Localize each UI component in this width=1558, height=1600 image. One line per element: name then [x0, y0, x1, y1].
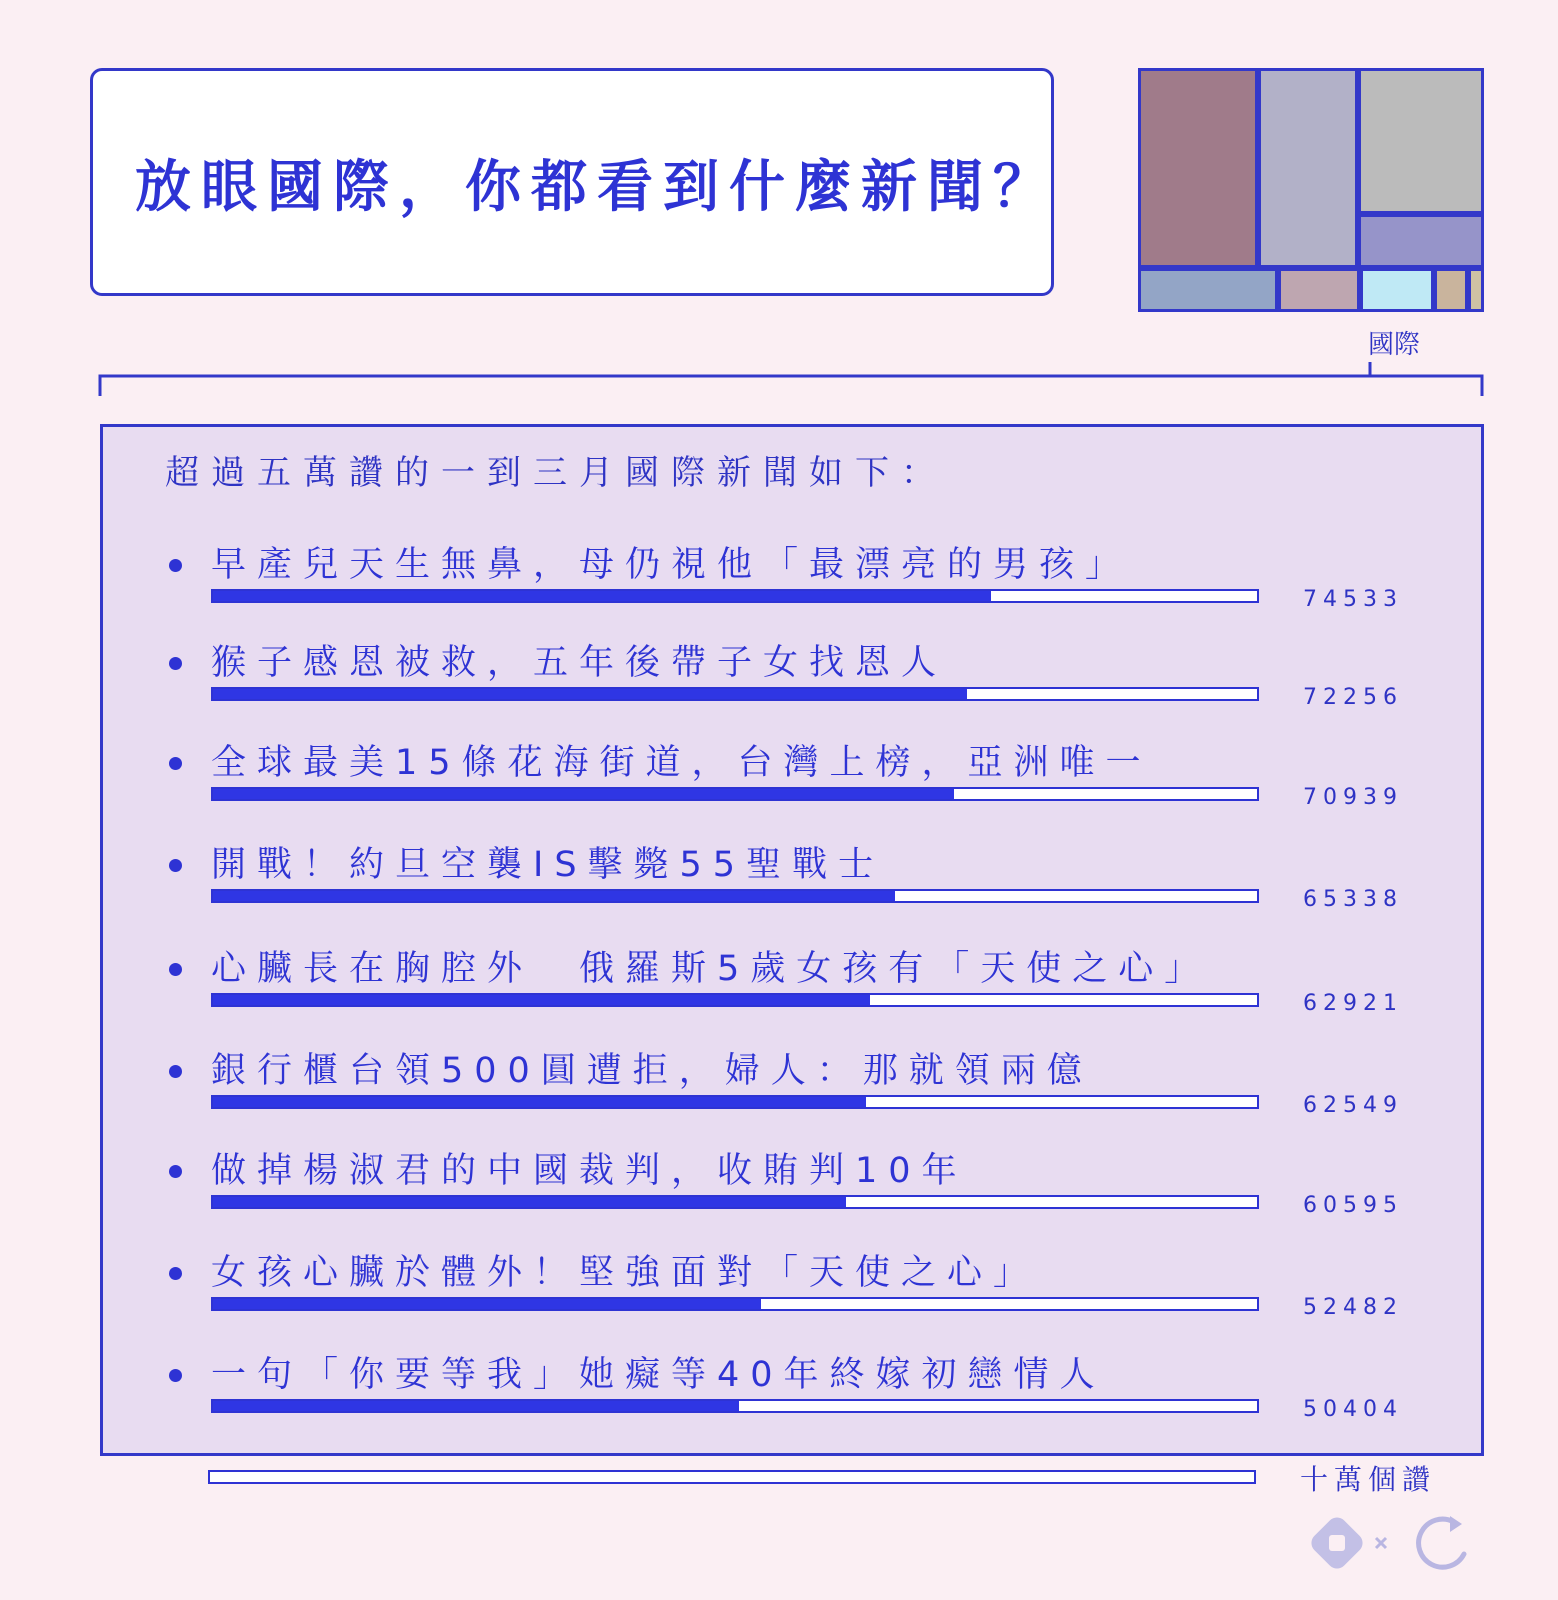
bar-row: [103, 923, 1487, 1023]
bar-track: [211, 1399, 1259, 1413]
bar-label: 銀行櫃台領500圓遭拒，婦人：那就領兩億: [211, 1051, 1093, 1091]
treemap-cell: [1360, 216, 1483, 267]
bar: [213, 689, 967, 699]
bar-track: [211, 787, 1259, 801]
bullet-icon: [169, 559, 182, 572]
bar-value-label: 65338: [1303, 887, 1403, 912]
bar-row: [103, 1227, 1487, 1327]
brand-logos: [1304, 1510, 1484, 1580]
bar-row: [103, 617, 1487, 717]
bar-track: [211, 589, 1259, 603]
treemap-cell: [1436, 270, 1467, 311]
bar-track: [211, 993, 1259, 1007]
scale-bar: [208, 1470, 1256, 1484]
bullet-icon: [169, 1165, 182, 1178]
bar-value-label: 60595: [1303, 1193, 1403, 1218]
treemap-cell: [1140, 70, 1257, 267]
refresh-logo-icon: [1419, 1516, 1464, 1567]
bar: [213, 1401, 739, 1411]
title-box: [90, 68, 1059, 296]
bar-label: 全球最美15條花海街道，台灣上榜，亞洲唯一: [211, 743, 1152, 783]
bullet-icon: [169, 1065, 182, 1078]
bar-label: 一句「你要等我」她癡等40年終嫁初戀情人: [211, 1355, 1106, 1395]
bar-value-label: 62921: [1303, 991, 1403, 1016]
times-icon: [1376, 1538, 1386, 1548]
treemap-cell: [1280, 270, 1359, 311]
bar-track: [211, 687, 1259, 701]
scale-label: 十萬個讚: [1300, 1463, 1437, 1496]
bar-row: [103, 717, 1487, 817]
bar-track: [211, 1195, 1259, 1209]
bar-label: 開戰！約旦空襲IS擊斃55聖戰士: [211, 845, 885, 885]
bullet-icon: [169, 657, 182, 670]
bar-track: [211, 1297, 1259, 1311]
bullet-icon: [169, 1369, 182, 1382]
bullet-icon: [169, 963, 182, 976]
bar-value-label: 62549: [1303, 1093, 1403, 1118]
bar: [213, 995, 870, 1005]
treemap-cell: [1140, 270, 1277, 311]
bar-value-label: 74533: [1303, 587, 1403, 612]
treemap-graphic: [1138, 68, 1484, 312]
bar-row: [103, 1329, 1487, 1429]
bar-label: 心臟長在胸腔外 俄羅斯5歲女孩有「天使之心」: [211, 949, 1211, 989]
bar: [213, 891, 895, 901]
bar-row: [103, 819, 1487, 919]
treemap-cell: [1360, 70, 1483, 213]
bar-label: 猴子感恩被救，五年後帶子女找恩人: [211, 643, 948, 683]
bullet-icon: [169, 1267, 182, 1280]
bullet-icon: [169, 757, 182, 770]
bar-row: [103, 1125, 1487, 1225]
bar-track: [211, 1095, 1259, 1109]
bar: [213, 591, 991, 601]
bar: [213, 1197, 846, 1207]
bar-value-label: 52482: [1303, 1295, 1403, 1320]
bar-row: [103, 519, 1487, 619]
bar: [213, 789, 954, 799]
bar: [213, 1299, 761, 1309]
treemap-cell: [1260, 70, 1357, 267]
chart-title: 超過五萬讚的一到三月國際新聞如下：: [165, 453, 947, 493]
bar: [213, 1097, 866, 1107]
diamond-logo-icon: [1307, 1513, 1366, 1572]
treemap-cell: [1362, 270, 1433, 311]
bullet-icon: [169, 859, 182, 872]
treemap-cell: [1470, 270, 1483, 311]
bracket-connector: [98, 362, 1484, 412]
bar-label: 早產兒天生無鼻，母仍視他「最漂亮的男孩」: [211, 545, 1132, 585]
bar-value-label: 50404: [1303, 1397, 1403, 1422]
chart-panel: [100, 424, 1484, 1456]
treemap-label: 國際: [1368, 330, 1421, 360]
bar-label: 女孩心臟於體外！堅強面對「天使之心」: [211, 1253, 1040, 1293]
bar-value-label: 72256: [1303, 685, 1403, 710]
bar-track: [211, 889, 1259, 903]
bar-value-label: 70939: [1303, 785, 1403, 810]
bar-row: [103, 1025, 1487, 1125]
page-title: 放眼國際，你都看到什麼新聞？: [135, 155, 1059, 220]
bar-label: 做掉楊淑君的中國裁判，收賄判10年: [211, 1151, 968, 1191]
